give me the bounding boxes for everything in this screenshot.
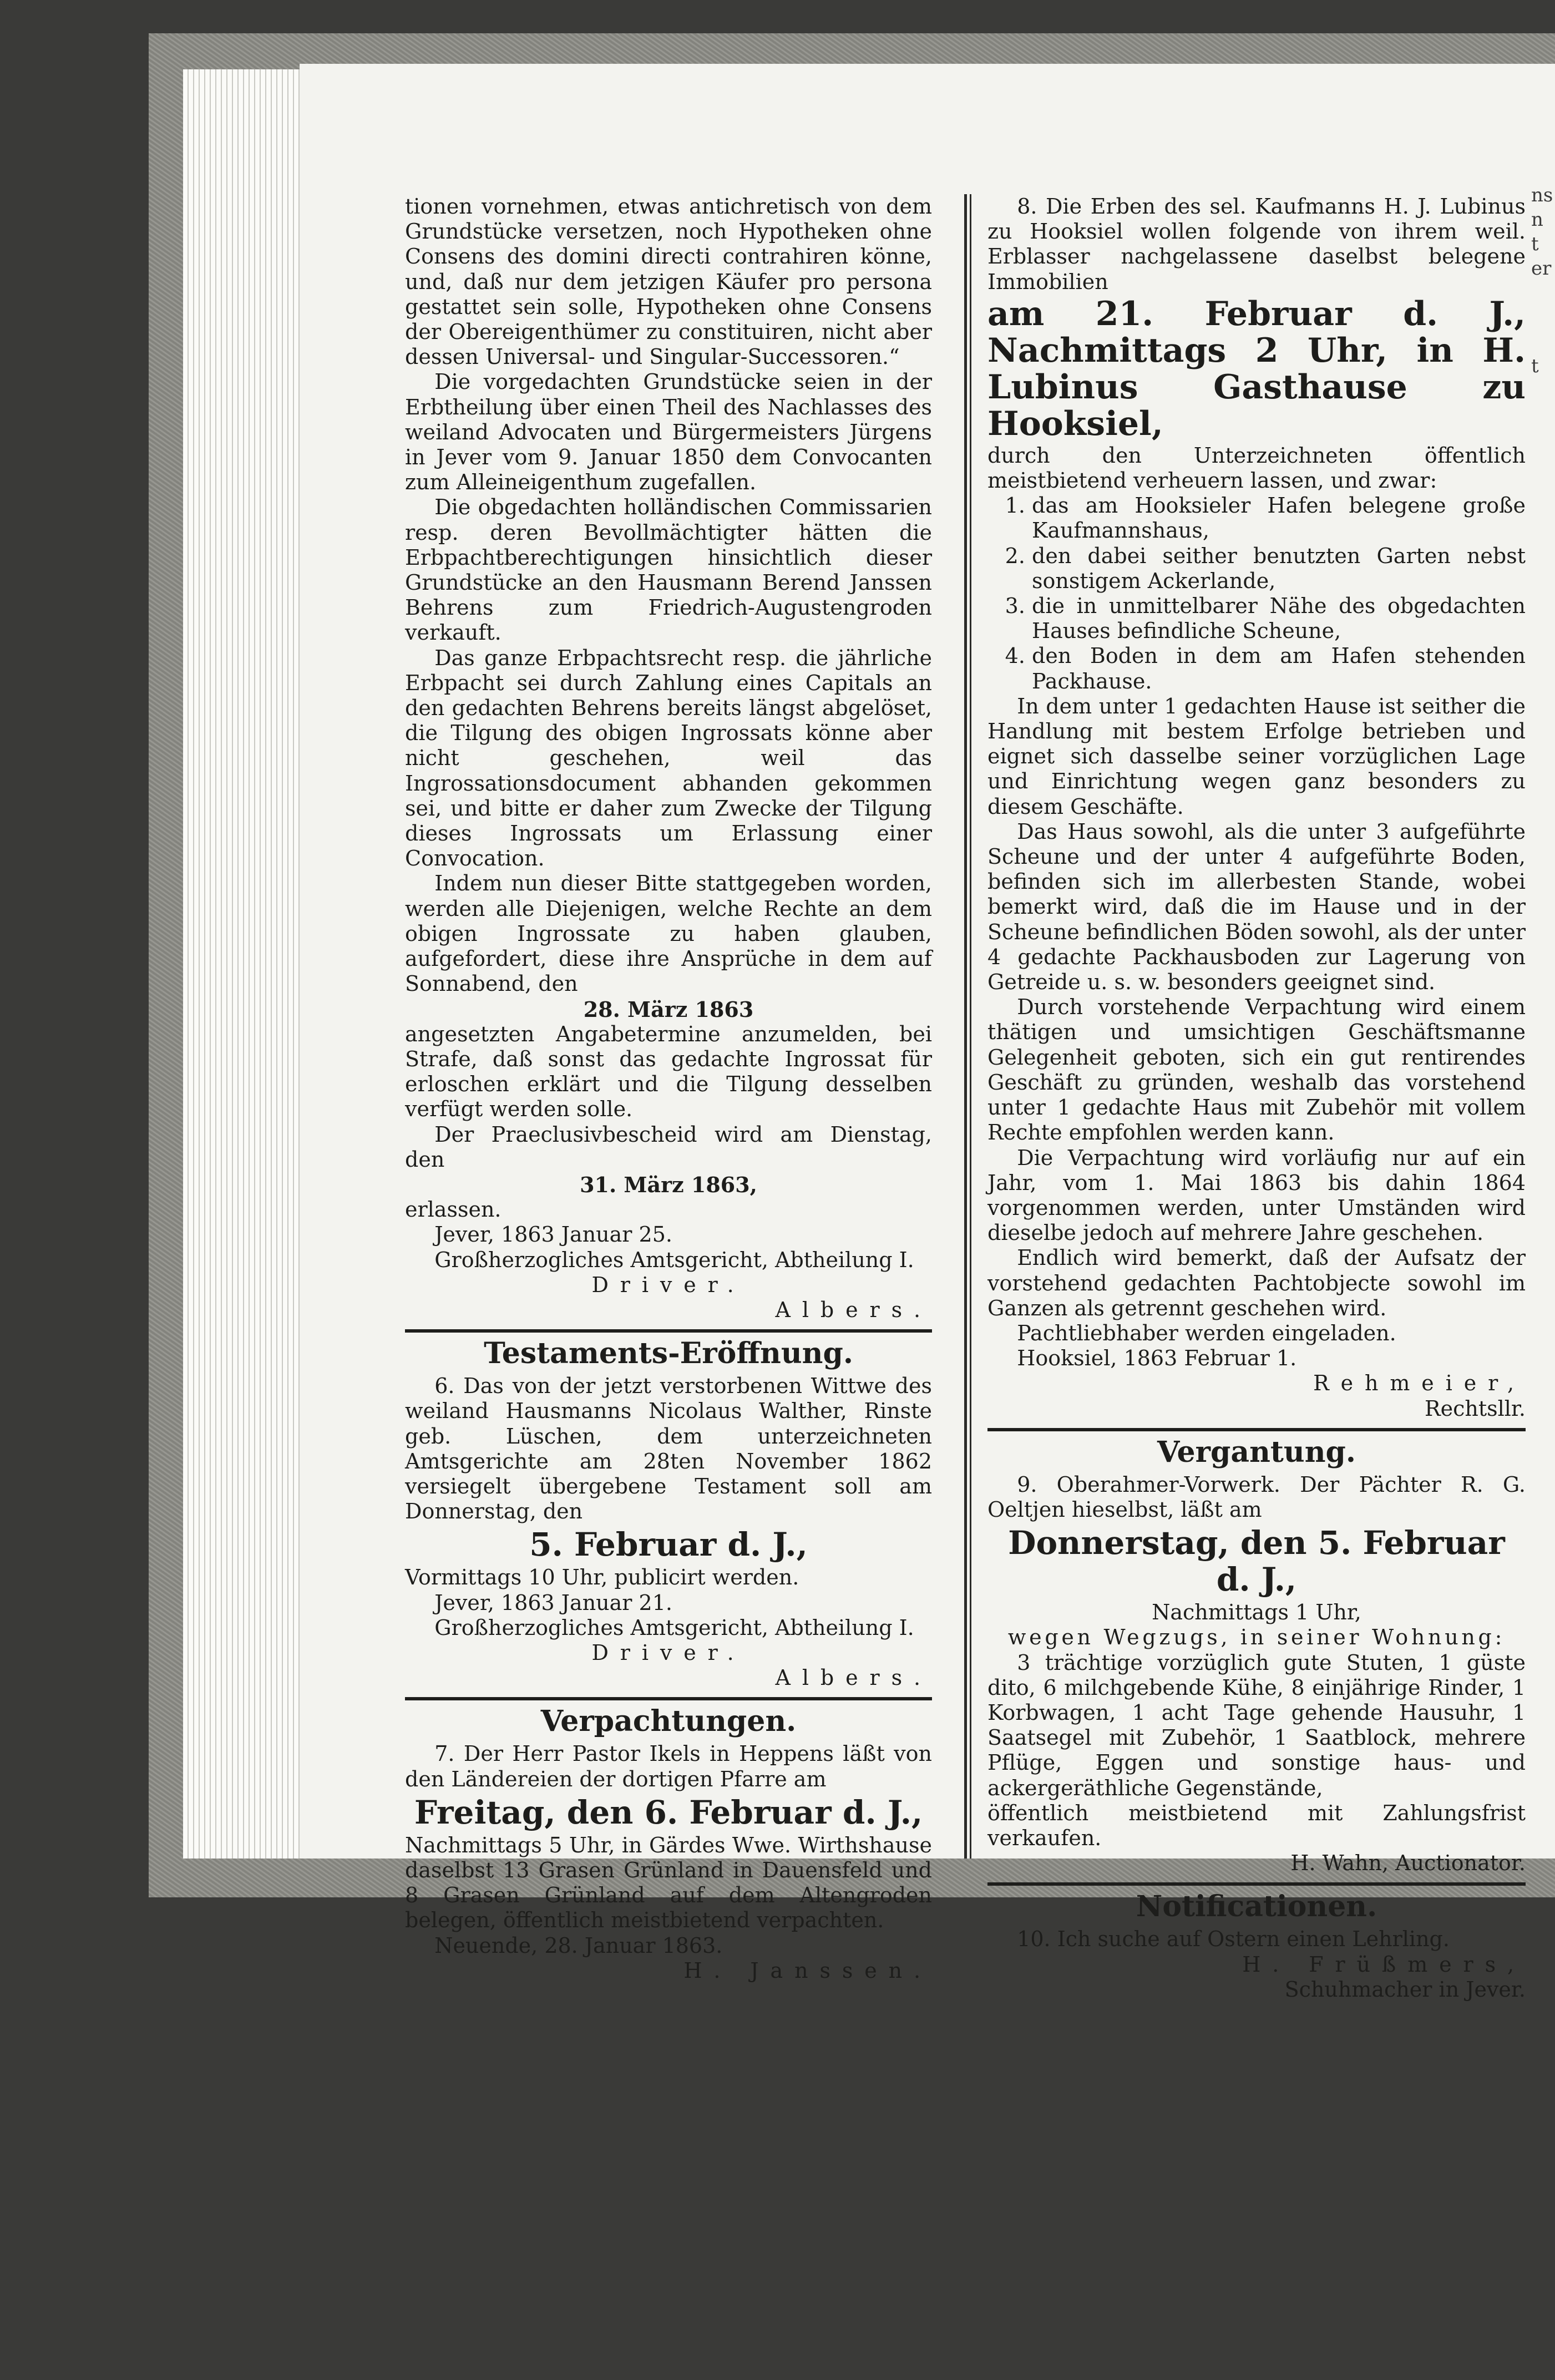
section-heading: Notificationen. — [1136, 1890, 1377, 1924]
event-date: 5. Februar d. J., — [529, 1526, 808, 1564]
section-rule — [987, 1882, 1526, 1886]
signer: Albers. — [775, 1665, 932, 1690]
paragraph: öffentlich meistbietend mit Zahlungsfrist verkaufen. — [987, 1800, 1526, 1850]
next-page-text-fragment: ns n t er t — [1531, 184, 1553, 377]
left-column — [405, 194, 932, 1983]
paragraph: Das Haus sowohl, als die unter 3 aufgeführte Scheune und der unter 4 aufgeführte Boden, befinden sich im allerbesten Stande, wobei bemerkt wird, daß die im Hause und in der Scheune befindlichen Böden sowohl, als der unter 4 gedachte Packhausboden zur Lagerung von Getreide u. s. w. besonders geeignet sind. — [987, 819, 1526, 995]
paragraph: Durch vorstehende Verpachtung wird einem thätigen und umsichtigen Geschäftsmanne Gelegenheit geboten, sich ein gut rentirendes Geschäft zu gründen, weshalb das vorstehend unter 1 gedachte Haus mit Zubehör mit vollem Rechte empfohlen werden kann. — [987, 995, 1526, 1145]
section-rule — [987, 1428, 1526, 1431]
paragraph: Die obgedachten holländischen Commissarien resp. deren Bevollmächtigter hätten die Erbpachtberechtigungen hinsichtlich dieser Grundstücke an den Hausmann Berend Janssen Behrens zum Friedrich-Augustengroden verkauft. — [405, 495, 932, 645]
list-item: 4. den Boden in dem am Hafen stehenden Packhause. — [1032, 644, 1526, 693]
paragraph: 8. Die Erben des sel. Kaufmanns H. J. Lubinus zu Hooksiel wollen folgende von ihrem weil. Erblasser nachgelassene daselbst belegene Immobilien — [987, 194, 1526, 294]
signer: Driver. — [591, 1272, 746, 1297]
paragraph: Das ganze Erbpachtsrecht resp. die jährliche Erbpacht sei durch Zahlung eines Capitals an den gedachten Behrens bereits längst abgelöset, die Tilgung des obigen Ingrossats könne aber nicht geschehen, weil das Ingrossationsdocument abhanden gekommen sei, und bitte er daher zum Zwecke der Tilgung dieses Ingrossats um Erlassung einer Convocation. — [405, 645, 932, 871]
paragraph: 7. Der Herr Pastor Ikels in Heppens läßt von den Ländereien der dortigen Pfarre am — [405, 1741, 932, 1791]
paragraph: 6. Das von der jetzt verstorbenen Wittwe des weiland Hausmanns Nicolaus Walther, Rinste geb. Lüschen, dem unterzeichneten Amtsgerichte am 28ten November 1862 versiegelt übergebene Testament soll am Donnerstag, den — [405, 1374, 932, 1524]
paragraph: erlassen. — [405, 1197, 502, 1222]
signer: H. Früßmers, — [1242, 1952, 1526, 1977]
signer: Rehmeier, — [1313, 1371, 1526, 1396]
place-date: Neuende, 28. Januar 1863. — [434, 1933, 723, 1958]
property-list — [987, 493, 1526, 694]
right-column — [987, 194, 1526, 2002]
term-date: 31. März 1863, — [580, 1172, 757, 1197]
place-date: Jever, 1863 Januar 21. — [434, 1590, 672, 1615]
auction-reason: wegen Wegzugs, in seiner Wohnung: — [1007, 1625, 1506, 1650]
column-divider — [964, 194, 967, 1859]
event-time: Nachmittags 1 Uhr, — [1152, 1600, 1361, 1625]
list-item: 3. die in unmittelbarer Nähe des obgedachten Hauses befindliche Scheune, — [1032, 594, 1526, 644]
paragraph: 10. Ich suche auf Ostern einen Lehrling. — [1017, 1927, 1450, 1952]
paragraph: Nachmittags 5 Uhr, in Gärdes Wwe. Wirthshause daselbst 13 Grasen Grünland in Dauensfeld und 8 Grasen Grünland auf dem Altengroden belegen, öffentlich meistbietend verpachten. — [405, 1832, 932, 1933]
paragraph: 9. Oberahmer-Vorwerk. Der Pächter R. G. Oeltjen hieselbst, läßt am — [987, 1472, 1526, 1522]
paragraph: Die vorgedachten Grundstücke seien in der Erbtheilung über einen Theil des Nachlasses des weiland Advocaten und Bürgermeisters Jürgens in Jever vom 9. Januar 1850 dem Convocanten zum Alleineigenthum zugefallen. — [405, 369, 932, 495]
signer: H. Wahn, Auctionator. — [1290, 1851, 1526, 1876]
signer-title: Rechtsllr. — [1424, 1396, 1526, 1421]
paragraph: durch den Unterzeichneten öffentlich meistbietend verheuern lassen, und zwar: — [987, 443, 1526, 493]
signer: H. Janssen. — [683, 1958, 932, 1983]
signer-title: Schuhmacher in Jever. — [1284, 1977, 1526, 2002]
event-date: Freitag, den 6. Februar d. J., — [414, 1793, 923, 1831]
term-date: 28. März 1863 — [583, 996, 754, 1022]
court-name: Großherzogliches Amtsgericht, Abtheilung I. — [434, 1615, 914, 1640]
list-item: 1. das am Hooksieler Hafen belegene große Kaufmannshaus, — [1032, 493, 1526, 543]
event-date: Donnerstag, den 5. Februar d. J., — [1008, 1524, 1505, 1599]
paragraph: Endlich wird bemerkt, daß der Aufsatz der vorstehend gedachten Pachtobjecte sowohl im Ganzen als getrennt geschehen wird. — [987, 1245, 1526, 1320]
section-heading: Testaments-Eröffnung. — [484, 1336, 853, 1371]
event-date: am 21. Februar d. J., Nachmittags 2 Uhr, in H. Lubinus Gasthause zu Hooksiel, — [987, 294, 1526, 443]
section-heading: Verpachtungen. — [540, 1704, 797, 1739]
paragraph: angesetzten Angabetermine anzumelden, bei Strafe, daß sonst das gedachte Ingrossat für erloschen erklärt und die Tilgung desselben verfügt werden solle. — [405, 1021, 932, 1122]
signer: Albers. — [775, 1297, 932, 1322]
paragraph: Vormittags 10 Uhr, publicirt werden. — [405, 1565, 799, 1590]
section-rule — [405, 1329, 932, 1333]
paragraph: Pachtliebhaber werden eingeladen. — [1017, 1320, 1396, 1345]
page-edges — [183, 69, 311, 1859]
paragraph: In dem unter 1 gedachten Hause ist seither die Handlung mit bestem Erfolge betrieben und eignet sich dasselbe seiner vorzüglichen Lage und Einrichtung wegen ganz besonders zu diesem Geschäfte. — [987, 693, 1526, 819]
court-name: Großherzogliches Amtsgericht, Abtheilung I. — [434, 1247, 914, 1272]
section-rule — [405, 1697, 932, 1700]
place-date: Jever, 1863 Januar 25. — [434, 1222, 672, 1247]
list-item: 2. den dabei seither benutzten Garten nebst sonstigem Ackerlande, — [1032, 544, 1526, 594]
paragraph: Die Verpachtung wird vorläufig nur auf ein Jahr, vom 1. Mai 1863 bis dahin 1864 vorgenommen werden, unter Umständen wird dieselbe jedoch auf mehrere Jahre geschehen. — [987, 1145, 1526, 1245]
section-heading: Vergantung. — [1157, 1435, 1356, 1469]
paragraph: Der Praeclusivbescheid wird am Dienstag, den — [405, 1122, 932, 1172]
signer: Driver. — [591, 1640, 746, 1665]
paragraph: 3 trächtige vorzüglich gute Stuten, 1 güste dito, 6 milchgebende Kühe, 8 einjährige Rinder, 1 Korbwagen, 1 acht Tage gehende Hausuhr, 1 Saatsegel mit Zubehör, 1 Saatblock, mehrere Pflüge, Eggen und sonstige haus- und ackergeräthliche Gegenstände, — [987, 1650, 1526, 1800]
place-date: Hooksiel, 1863 Februar 1. — [1017, 1346, 1297, 1371]
paragraph: Indem nun dieser Bitte stattgegeben worden, werden alle Diejenigen, welche Rechte an dem obigen Ingrossate zu haben glauben, aufgefordert, diese ihre Ansprüche in dem auf Sonnabend, den — [405, 871, 932, 996]
paragraph: tionen vornehmen, etwas antichretisch von dem Grundstücke versetzen, noch Hypotheken ohne Consens des domini directi contrahiren könne, und, daß nur dem jetzigen Käufer pro persona gestattet sein solle, Hypotheken ohne Consens der Obereigenthümer zu constituiren, nicht aber dessen Universal- und Singular-Successoren.“ — [405, 194, 932, 369]
